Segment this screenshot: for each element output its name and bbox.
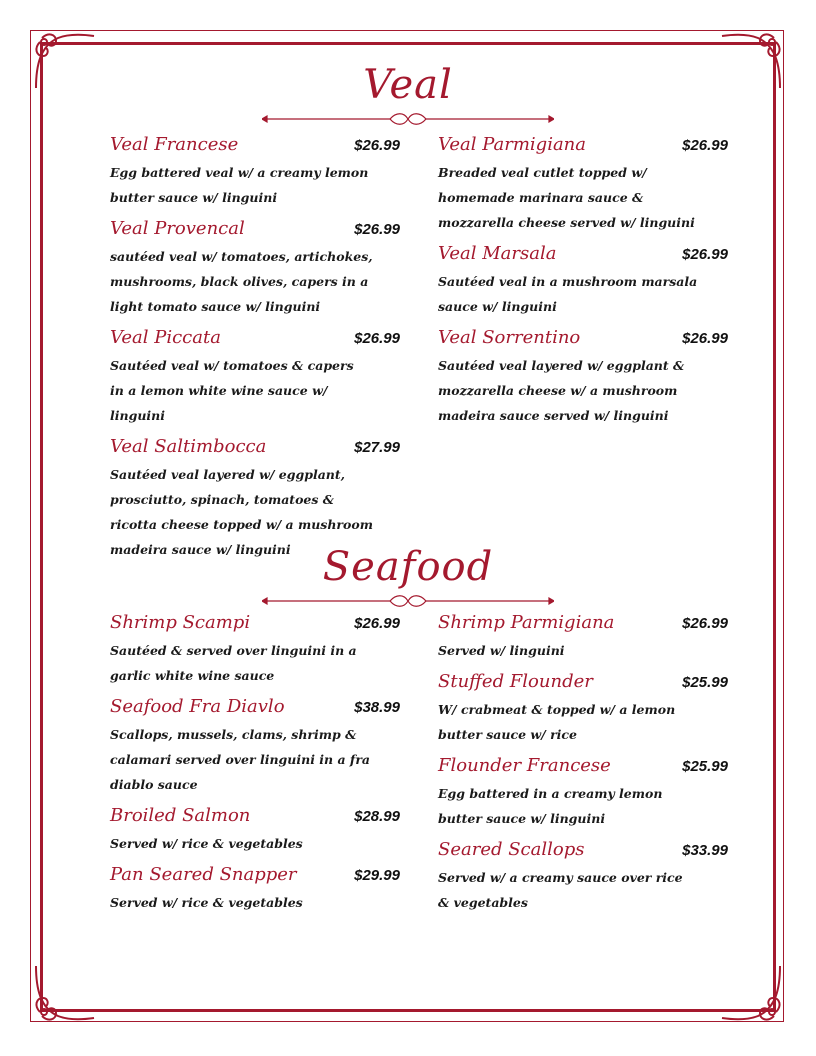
item-description-line: Sautéed veal in a mushroom marsala (438, 274, 698, 289)
menu-item-flounder-francese (438, 755, 728, 831)
item-description-line: butter sauce w/ linguini (438, 811, 606, 826)
seafood-left-column (110, 612, 400, 923)
item-price: $28.99 (354, 808, 400, 825)
seafood-right-column (438, 612, 728, 923)
menu-item-header (438, 243, 728, 269)
menu-item-veal-provencal (110, 218, 400, 319)
item-description-line: Served w/ linguini (438, 643, 565, 658)
menu-item-header (438, 327, 728, 353)
menu-item-header (110, 696, 400, 722)
section-title-seafood: Seafood (322, 544, 494, 590)
corner-flourish-icon (718, 958, 788, 1028)
section-title-veal: Veal (363, 62, 453, 108)
veal-right-column (438, 134, 728, 436)
menu-item-seared-scallops (438, 839, 728, 915)
item-description-line: Sautéed veal layered w/ eggplant & (438, 358, 685, 373)
item-price: $29.99 (354, 867, 400, 884)
item-name: Seared Scallops (438, 839, 585, 860)
item-price: $26.99 (682, 615, 728, 632)
item-name: Veal Sorrentino (438, 327, 581, 348)
item-description-line: ricotta cheese topped w/ a mushroom (110, 517, 373, 532)
menu-item-stuffed-flounder (438, 671, 728, 747)
menu-item-veal-piccata (110, 327, 400, 428)
item-name: Stuffed Flounder (438, 671, 593, 692)
item-description-line: madeira sauce w/ linguini (110, 542, 291, 557)
menu-item-seafood-fra-diavlo (110, 696, 400, 797)
item-description-line: Scallops, mussels, clams, shrimp & (110, 727, 357, 742)
item-description-line: Served w/ rice & vegetables (110, 836, 303, 851)
menu-item-pan-seared-snapper (110, 864, 400, 915)
item-description-line: Sautéed veal layered w/ eggplant, (110, 467, 346, 482)
item-name: Pan Seared Snapper (110, 864, 297, 885)
item-description-line: Served w/ a creamy sauce over rice (438, 870, 683, 885)
menu-item-veal-marsala (438, 243, 728, 319)
item-description-line: calamari served over linguini in a fra (110, 752, 370, 767)
item-price: $26.99 (682, 330, 728, 347)
menu-item-header (110, 864, 400, 890)
ornament-divider-icon (262, 112, 554, 126)
item-description-line: mushrooms, black olives, capers in a (110, 274, 369, 289)
item-name: Seafood Fra Diavlo (110, 696, 285, 717)
ornament-divider-icon (262, 594, 554, 608)
item-name: Flounder Francese (438, 755, 611, 776)
item-description-line: madeira sauce served w/ linguini (438, 408, 669, 423)
item-description-line: light tomato sauce w/ linguini (110, 299, 321, 314)
menu-item-header (110, 218, 400, 244)
menu-item-header (110, 805, 400, 831)
item-description-line: Sautéed veal w/ tomatoes & capers (110, 358, 354, 373)
item-description-line: Sautéed & served over linguini in a (110, 643, 357, 658)
item-description-line: diablo sauce (110, 777, 198, 792)
menu-item-broiled-salmon (110, 805, 400, 856)
item-description-line: butter sauce w/ linguini (110, 190, 278, 205)
item-name: Veal Parmigiana (438, 134, 587, 155)
item-description-line: mozzarella cheese served w/ linguini (438, 215, 695, 230)
item-description-line: Served w/ rice & vegetables (110, 895, 303, 910)
menu-item-header (438, 671, 728, 697)
item-name: Veal Francese (110, 134, 239, 155)
item-price: $26.99 (682, 137, 728, 154)
item-description-line: garlic white wine sauce (110, 668, 275, 683)
menu-item-veal-francese (110, 134, 400, 210)
item-description-line: W/ crabmeat & topped w/ a lemon (438, 702, 676, 717)
item-description-line: Egg battered veal w/ a creamy lemon (110, 165, 369, 180)
menu-item-veal-parmigiana (438, 134, 728, 235)
item-name: Shrimp Scampi (110, 612, 251, 633)
menu-item-header (110, 612, 400, 638)
menu-item-veal-sorrentino (438, 327, 728, 428)
corner-flourish-icon (28, 958, 98, 1028)
item-description-line: & vegetables (438, 895, 528, 910)
menu-item-header (110, 134, 400, 160)
menu-item-header (438, 755, 728, 781)
item-description-line: sauce w/ linguini (438, 299, 557, 314)
item-description-line: Egg battered in a creamy lemon (438, 786, 663, 801)
item-description-line: butter sauce w/ rice (438, 727, 577, 742)
item-description-line: in a lemon white wine sauce w/ (110, 383, 328, 398)
item-name: Veal Marsala (438, 243, 557, 264)
item-price: $38.99 (354, 699, 400, 716)
menu-item-header (438, 612, 728, 638)
menu-item-shrimp-scampi (110, 612, 400, 688)
item-description-line: sautéed veal w/ tomatoes, artichokes, (110, 249, 373, 264)
menu-item-header (438, 839, 728, 865)
menu-item-header (110, 436, 400, 462)
item-name: Veal Provencal (110, 218, 245, 239)
menu-item-header (438, 134, 728, 160)
item-price: $26.99 (354, 221, 400, 238)
item-description-line: prosciutto, spinach, tomatoes & (110, 492, 335, 507)
veal-left-column (110, 134, 400, 570)
item-price: $26.99 (682, 246, 728, 263)
menu-item-shrimp-parmigiana (438, 612, 728, 663)
item-price: $33.99 (682, 842, 728, 859)
item-price: $25.99 (682, 674, 728, 691)
menu-item-header (110, 327, 400, 353)
item-price: $26.99 (354, 615, 400, 632)
item-description-line: mozzarella cheese w/ a mushroom (438, 383, 678, 398)
item-name: Veal Saltimbocca (110, 436, 267, 457)
item-description-line: Breaded veal cutlet topped w/ (438, 165, 647, 180)
item-name: Shrimp Parmigiana (438, 612, 615, 633)
item-description-line: homemade marinara sauce & (438, 190, 644, 205)
item-name: Broiled Salmon (110, 805, 251, 826)
item-price: $26.99 (354, 137, 400, 154)
item-price: $25.99 (682, 758, 728, 775)
item-name: Veal Piccata (110, 327, 221, 348)
item-description-line: linguini (110, 408, 165, 423)
item-price: $27.99 (354, 439, 400, 456)
item-price: $26.99 (354, 330, 400, 347)
